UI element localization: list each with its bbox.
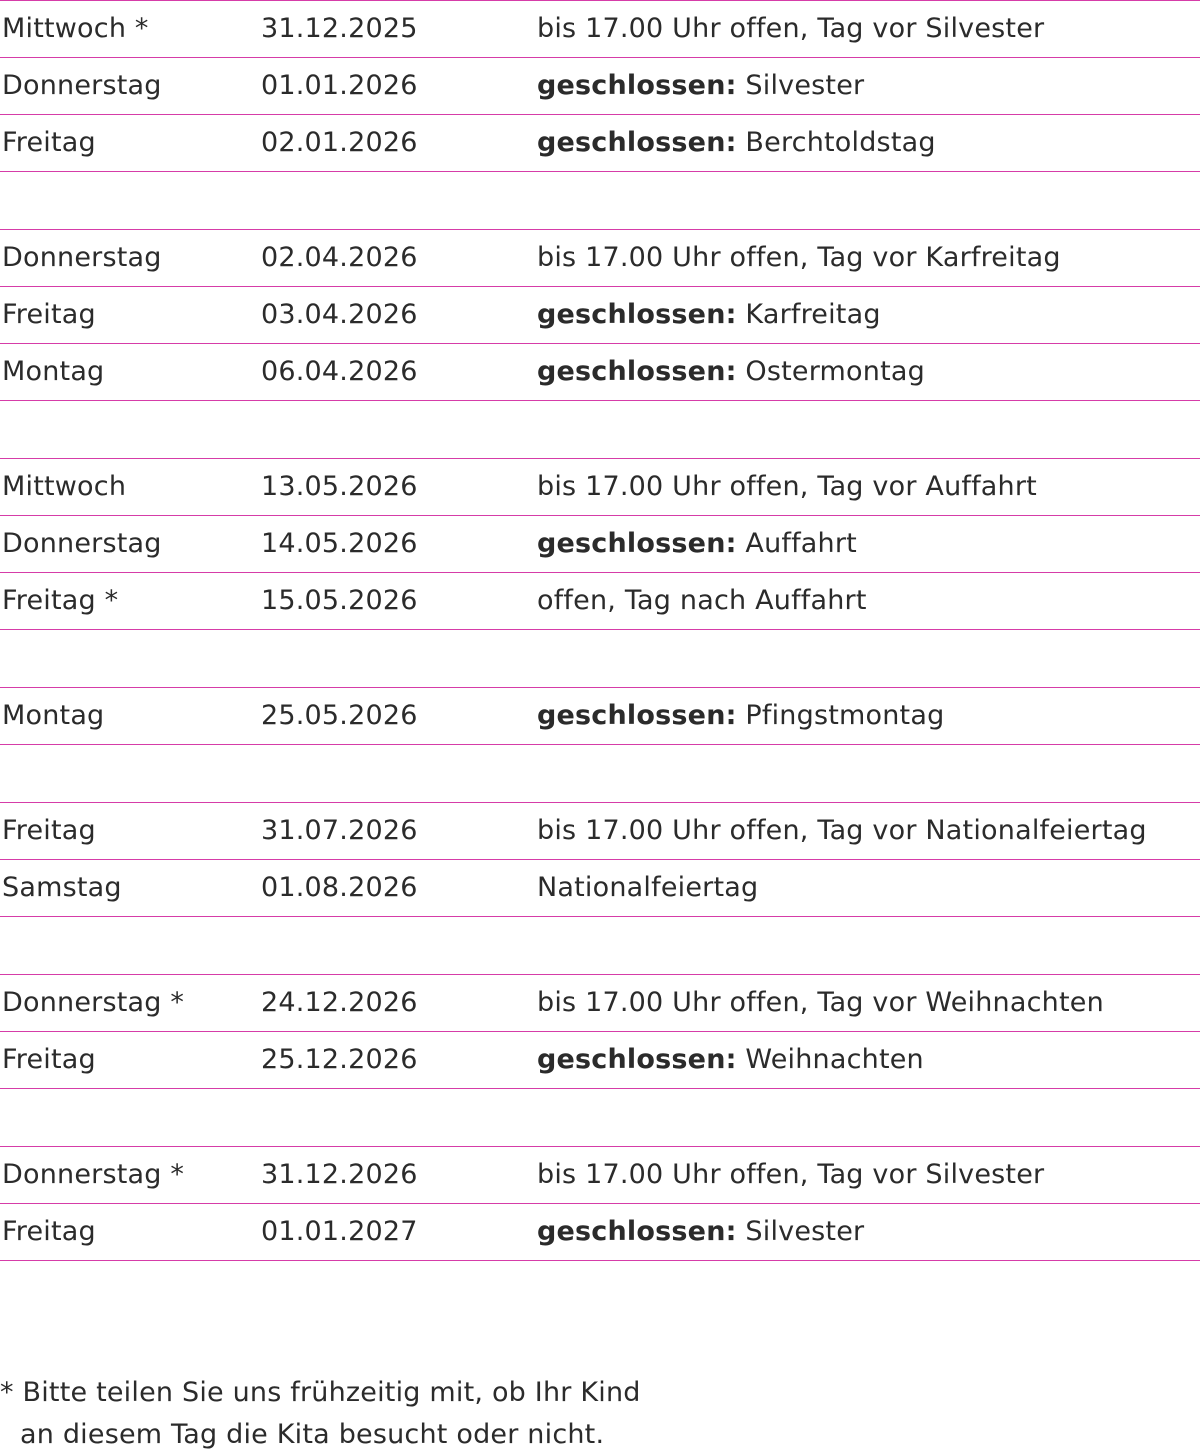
- info-cell: [537, 1159, 1044, 1190]
- closed-status-label: geschlossen:: [537, 127, 737, 158]
- day-cell: Freitag: [2, 299, 96, 330]
- schedule-row: [0, 344, 1200, 401]
- closed-status-label: geschlossen:: [537, 700, 737, 731]
- closed-status-label: geschlossen:: [537, 528, 737, 559]
- date-cell: 31.12.2026: [261, 1159, 418, 1190]
- info-text: Berchtoldstag: [736, 127, 936, 158]
- info-cell: [537, 585, 867, 616]
- closed-status-label: geschlossen:: [537, 70, 737, 101]
- day-cell: Donnerstag: [2, 528, 162, 559]
- schedule-group: [0, 1146, 1200, 1261]
- info-cell: [537, 127, 936, 158]
- schedule-row: [0, 688, 1200, 745]
- closed-status-label: geschlossen:: [537, 299, 737, 330]
- date-cell: 25.05.2026: [261, 700, 418, 731]
- date-cell: 31.07.2026: [261, 815, 418, 846]
- info-text: Karfreitag: [736, 299, 881, 330]
- day-cell: Samstag: [2, 872, 122, 903]
- info-cell: [537, 700, 944, 731]
- schedule-group: [0, 458, 1200, 630]
- day-cell: Donnerstag: [2, 70, 162, 101]
- info-text: Weihnachten: [736, 1044, 924, 1075]
- day-cell: Freitag *: [2, 585, 119, 616]
- schedule-row: [0, 860, 1200, 917]
- info-text: Pfingstmontag: [736, 700, 945, 731]
- info-cell: [537, 471, 1037, 502]
- info-text: bis 17.00 Uhr offen, Tag vor Silvester: [537, 1159, 1045, 1190]
- info-cell: [537, 1044, 924, 1075]
- footnote-line-1: * Bitte teilen Sie uns frühzeitig mit, ob Ihr Kind: [0, 1377, 641, 1408]
- date-cell: 01.01.2027: [261, 1216, 418, 1247]
- day-cell: Donnerstag: [2, 242, 162, 273]
- info-cell: [537, 1216, 864, 1247]
- date-cell: 06.04.2026: [261, 356, 418, 387]
- info-text: Ostermontag: [736, 356, 925, 387]
- footnote: [0, 1372, 641, 1456]
- closed-status-label: geschlossen:: [537, 1044, 737, 1075]
- date-cell: 01.08.2026: [261, 872, 418, 903]
- date-cell: 03.04.2026: [261, 299, 418, 330]
- info-text: Silvester: [736, 1216, 865, 1247]
- info-text: bis 17.00 Uhr offen, Tag vor Karfreitag: [537, 242, 1061, 273]
- day-cell: Montag: [2, 700, 105, 731]
- date-cell: 25.12.2026: [261, 1044, 418, 1075]
- day-cell: Montag: [2, 356, 105, 387]
- info-cell: [537, 242, 1061, 273]
- schedule-row: [0, 230, 1200, 287]
- schedule-row: [0, 573, 1200, 630]
- day-cell: Donnerstag *: [2, 1159, 185, 1190]
- date-cell: 24.12.2026: [261, 987, 418, 1018]
- schedule-group: [0, 974, 1200, 1089]
- schedule-row: [0, 1147, 1200, 1204]
- day-cell: Freitag: [2, 815, 96, 846]
- schedule-group: [0, 687, 1200, 745]
- day-cell: Freitag: [2, 1216, 96, 1247]
- date-cell: 31.12.2025: [261, 13, 418, 44]
- schedule-row: [0, 1204, 1200, 1261]
- closed-status-label: geschlossen:: [537, 1216, 737, 1247]
- closed-status-label: geschlossen:: [537, 356, 737, 387]
- schedule-group: [0, 0, 1200, 172]
- info-cell: [537, 987, 1104, 1018]
- schedule-row: [0, 516, 1200, 573]
- info-text: Silvester: [736, 70, 865, 101]
- footnote-line-2: an diesem Tag die Kita besucht oder nicht.: [20, 1419, 605, 1450]
- date-cell: 02.04.2026: [261, 242, 418, 273]
- info-text: bis 17.00 Uhr offen, Tag vor Auffahrt: [537, 471, 1037, 502]
- info-cell: [537, 815, 1147, 846]
- info-cell: [537, 528, 857, 559]
- info-cell: [537, 299, 881, 330]
- day-cell: Donnerstag *: [2, 987, 185, 1018]
- info-cell: [537, 13, 1044, 44]
- day-cell: Freitag: [2, 127, 96, 158]
- schedule-group: [0, 802, 1200, 917]
- schedule-row: [0, 459, 1200, 516]
- day-cell: Mittwoch *: [2, 13, 149, 44]
- date-cell: 14.05.2026: [261, 528, 418, 559]
- info-text: bis 17.00 Uhr offen, Tag vor Nationalfeiertag: [537, 815, 1147, 846]
- schedule-row: [0, 1032, 1200, 1089]
- info-text: bis 17.00 Uhr offen, Tag vor Weihnachten: [537, 987, 1104, 1018]
- day-cell: Mittwoch: [2, 471, 127, 502]
- day-cell: Freitag: [2, 1044, 96, 1075]
- schedule-group: [0, 229, 1200, 401]
- info-cell: [537, 70, 864, 101]
- schedule-row: [0, 115, 1200, 172]
- schedule-row: [0, 975, 1200, 1032]
- schedule-row: [0, 1, 1200, 58]
- date-cell: 01.01.2026: [261, 70, 418, 101]
- date-cell: 15.05.2026: [261, 585, 418, 616]
- info-text: bis 17.00 Uhr offen, Tag vor Silvester: [537, 13, 1045, 44]
- schedule-row: [0, 287, 1200, 344]
- info-text: Auffahrt: [736, 528, 857, 559]
- info-cell: [537, 872, 758, 903]
- schedule-row: [0, 803, 1200, 860]
- info-cell: [537, 356, 925, 387]
- info-text: offen, Tag nach Auffahrt: [537, 585, 867, 616]
- date-cell: 13.05.2026: [261, 471, 418, 502]
- date-cell: 02.01.2026: [261, 127, 418, 158]
- info-text: Nationalfeiertag: [537, 872, 759, 903]
- schedule-row: [0, 58, 1200, 115]
